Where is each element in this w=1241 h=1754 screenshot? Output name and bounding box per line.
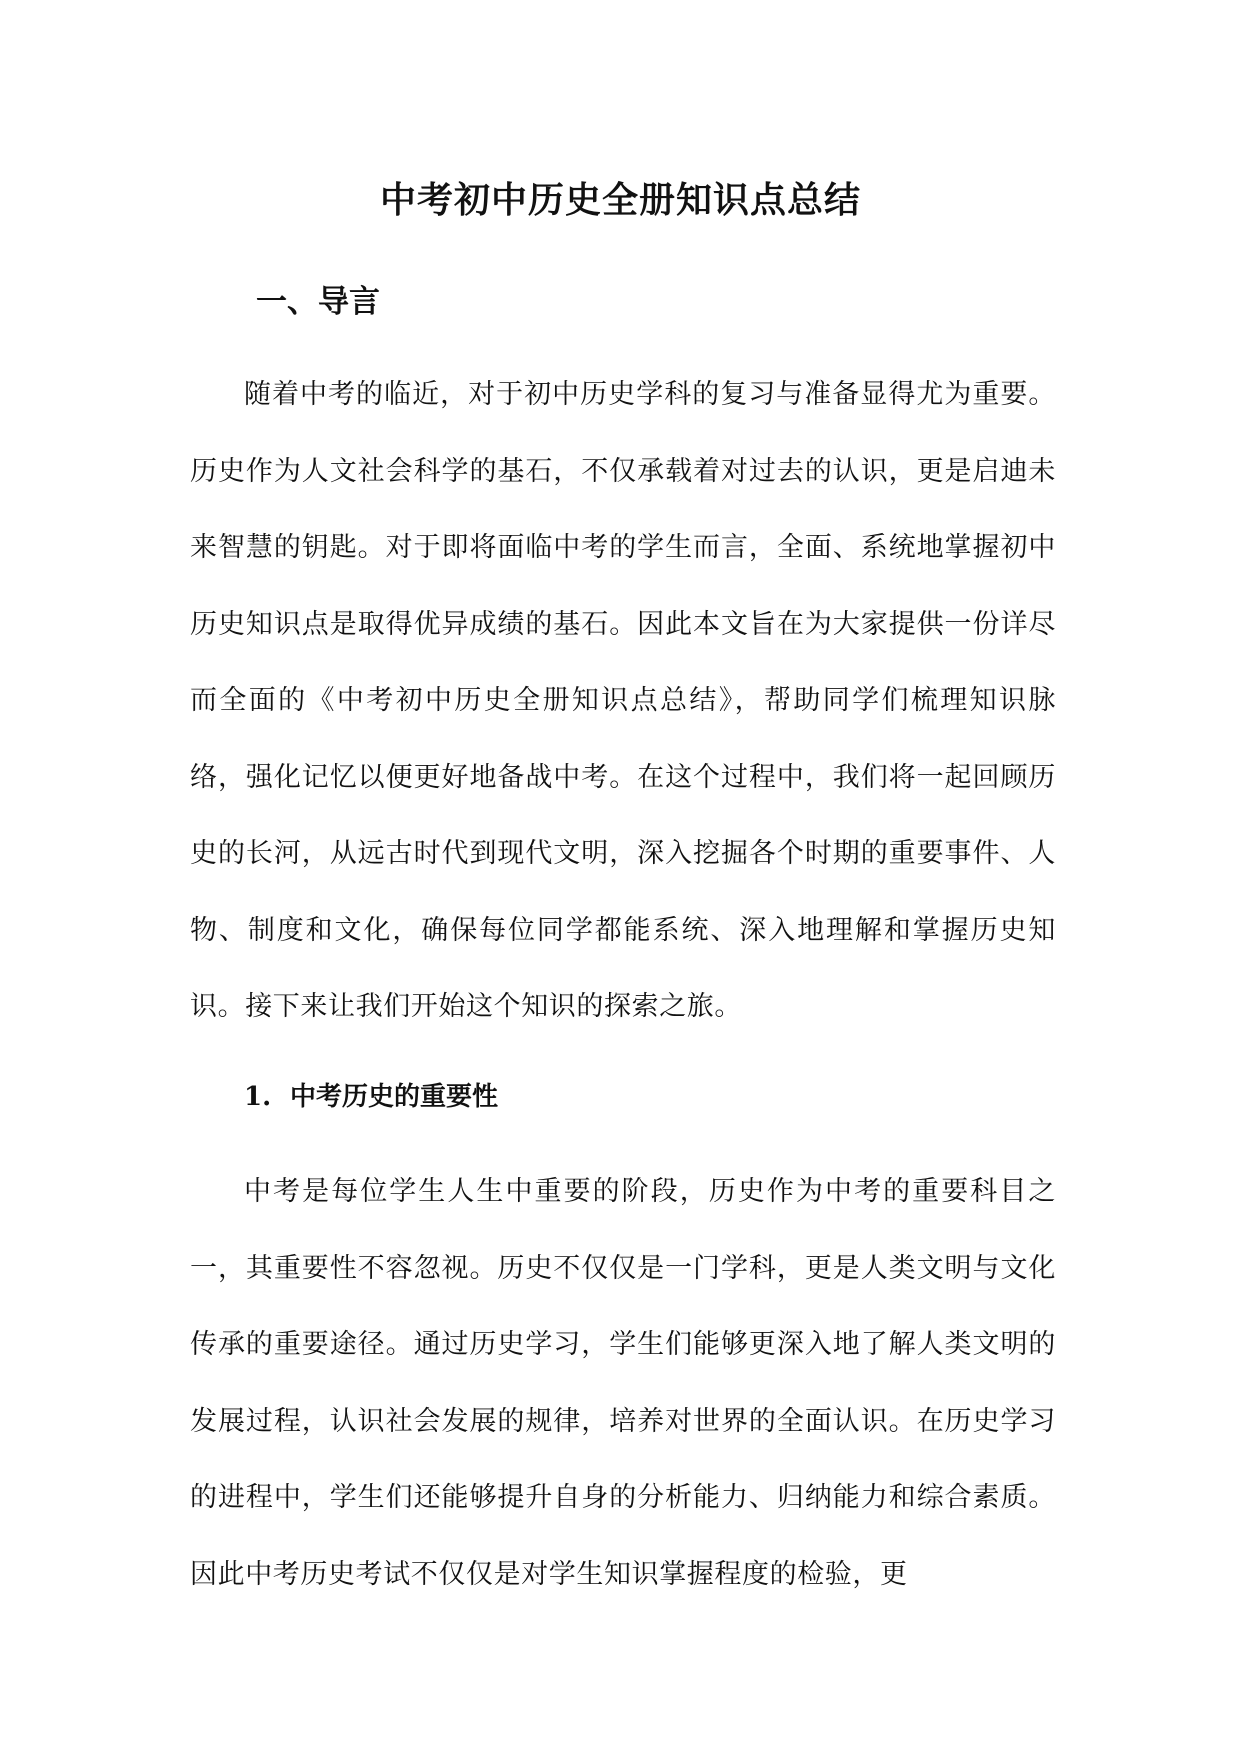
document-title: 中考初中历史全册知识点总结	[379, 179, 861, 222]
importance-paragraph: 中考是每位学生人生中重要的阶段，历史作为中考的重要科目之一，其重要性不容忽视。历史不仅仅是一门学科，更是人类文明与文化传承的重要途径。通过历史学习，学生们能够更深入地了解人类文明的发展过程，认识社会发展的规律，培养对世界的全面认识。在历史学习的进程中，学生们还能够提升自身的分析能力、归纳能力和综合素质。因此中考历史考试不仅仅是对学生知识掌握程度的检验，更	[190, 1176, 1056, 1590]
introduction-paragraph: 随着中考的临近，对于初中历史学科的复习与准备显得尤为重要。历史作为人文社会科学的基石，不仅承载着对过去的认识，更是启迪未来智慧的钥匙。对于即将面临中考的学生而言，全面、系统地掌握初中历史知识点是取得优异成绩的基石。因此本文旨在为大家提供一份详尽而全面的《中考初中历史全册知识点总结》，帮助同学们梳理知识脉络，强化记忆以便更好地备战中考。在这个过程中，我们将一起回顾历史的长河，从远古时代到现代文明，深入挖掘各个时期的重要事件、人物、制度和文化，确保每位同学都能系统、深入地理解和掌握历史知识。接下来让我们开始这个知识的探索之旅。	[190, 379, 1056, 1022]
section-heading-introduction: 一、导言	[256, 284, 380, 320]
subsection-title: 中考历史的重要性	[290, 1082, 499, 1112]
subsection-number: 1.	[244, 1082, 272, 1112]
subsection-heading	[244, 1077, 498, 1117]
